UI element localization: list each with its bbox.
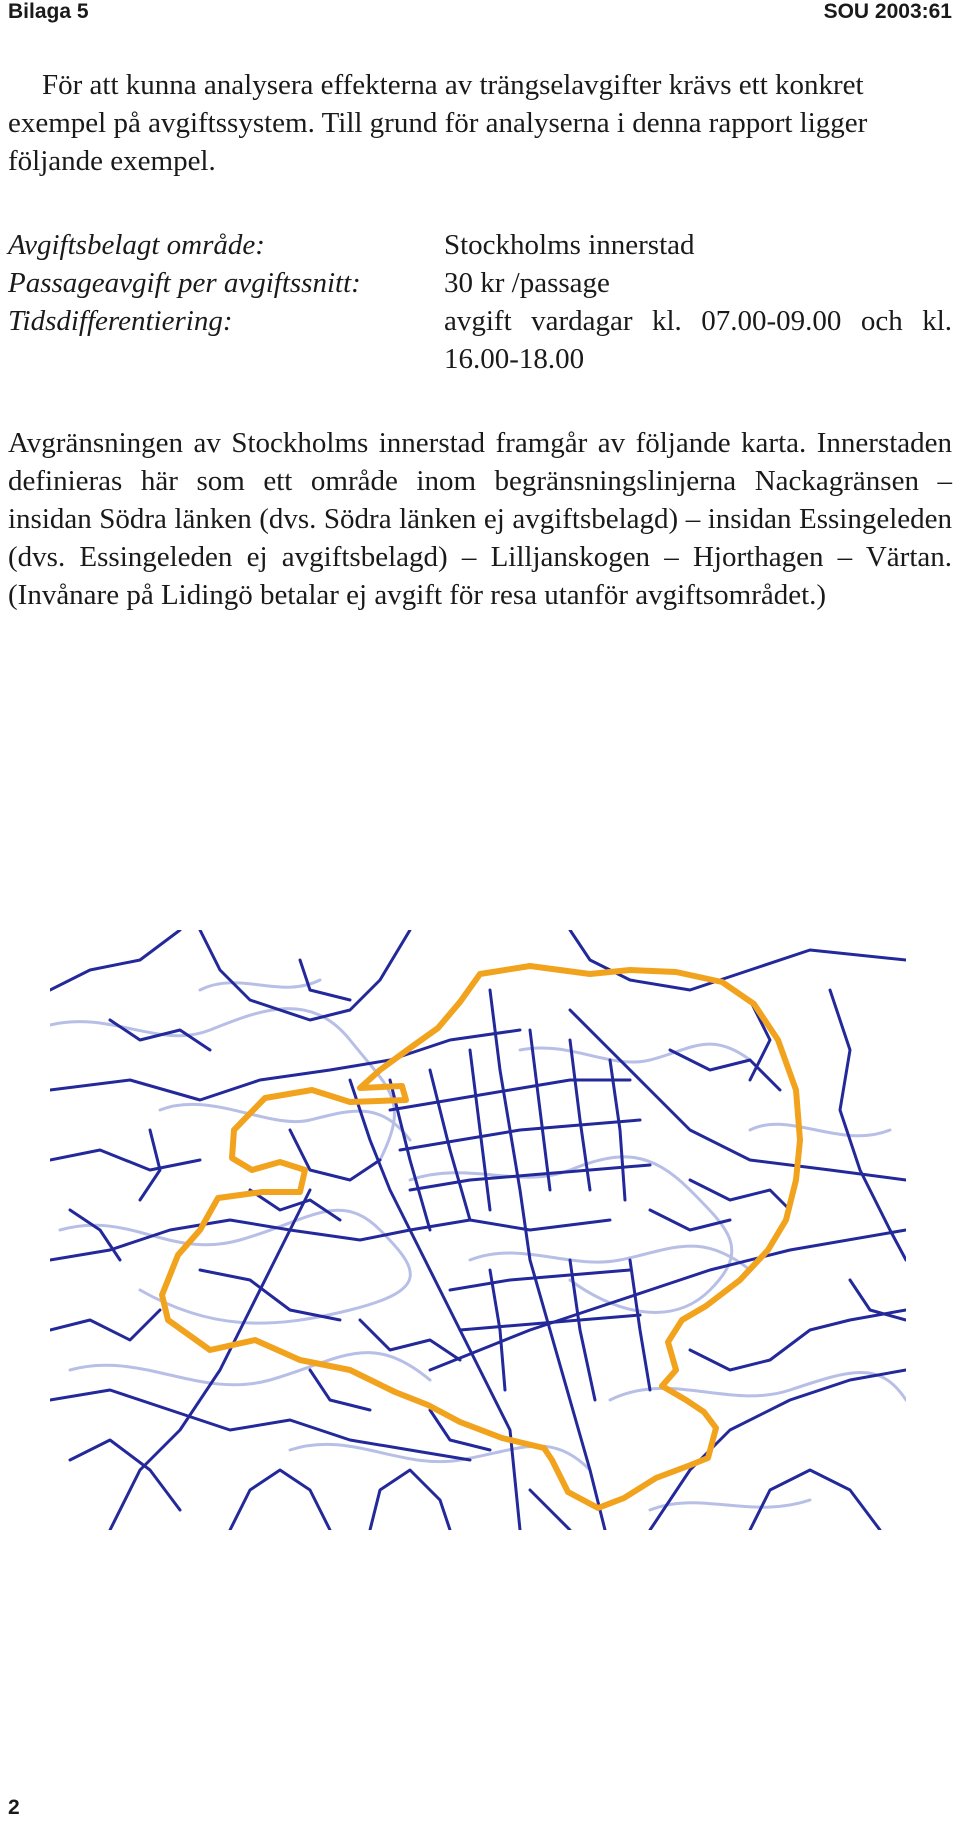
definition-term: Passageavgift per avgiftssnitt: — [8, 267, 361, 299]
road-segment — [450, 1270, 630, 1290]
definition-term: Tidsdifferentiering: — [8, 305, 233, 337]
road-segment — [530, 1490, 570, 1530]
road-segment — [370, 1470, 450, 1530]
road-segment — [50, 1390, 470, 1460]
intro-paragraph: För att kunna analysera effekterna av trängselavgifter krävs ett konkret exempel på avgiftssystem. Till grund för analyserna i denna rapport ligger följande exempel. — [8, 69, 868, 177]
road-segment — [50, 1310, 160, 1340]
road-segment — [50, 1150, 200, 1170]
road-segment — [200, 1270, 340, 1320]
running-header — [0, 0, 960, 26]
report-number: SOU 2003:61 — [823, 0, 952, 23]
road-segment — [830, 990, 906, 1260]
definition-row — [8, 264, 952, 302]
definition-value: avgift vardagar kl. 07.00-09.00 och kl. 16.00-18.00 — [444, 305, 952, 375]
definition-value: 30 kr /passage — [444, 267, 610, 299]
road-segment — [750, 1470, 880, 1530]
fee-definition-list — [8, 226, 952, 378]
page-number: 2 — [8, 1796, 20, 1819]
road-segment — [490, 1270, 505, 1390]
definition-row — [8, 226, 952, 264]
road-segment — [570, 1260, 595, 1400]
road-segment — [690, 1310, 906, 1370]
stockholm-inner-city-map — [50, 930, 906, 1530]
road-segment — [570, 930, 906, 990]
road-segment — [390, 1080, 630, 1110]
road-segment — [470, 1050, 490, 1210]
road-segment — [140, 1130, 160, 1200]
definition-row — [8, 302, 952, 378]
road-segment — [230, 1470, 330, 1530]
road-segment — [530, 1030, 550, 1190]
definition-value: Stockholms innerstad — [444, 229, 695, 261]
appendix-label: Bilaga 5 — [8, 0, 89, 23]
road-segment — [630, 1260, 650, 1390]
boundary-description-paragraph: Avgränsningen av Stockholms innerstad framgår av följande karta. Innerstaden definieras här som ett område inom begränsningslinjerna Nackagränsen – insidan Södra länken (dvs. Södra länken ej avgiftsbelagd) – insidan Essingeleden (dvs. Essingeleden ej avgiftsbelagd) – Lilljanskogen – Hjorthagen – Värtan. (Invånare på Lidingö betalar ej avgift för resa utanför avgiftsområdet.) — [8, 427, 952, 611]
road-segment — [400, 1120, 640, 1150]
road-segment — [50, 1030, 520, 1100]
road-segment — [50, 930, 180, 990]
definition-term: Avgiftsbelagt område: — [8, 229, 265, 261]
road-segment — [300, 960, 350, 1000]
map-graphic — [50, 930, 906, 1530]
